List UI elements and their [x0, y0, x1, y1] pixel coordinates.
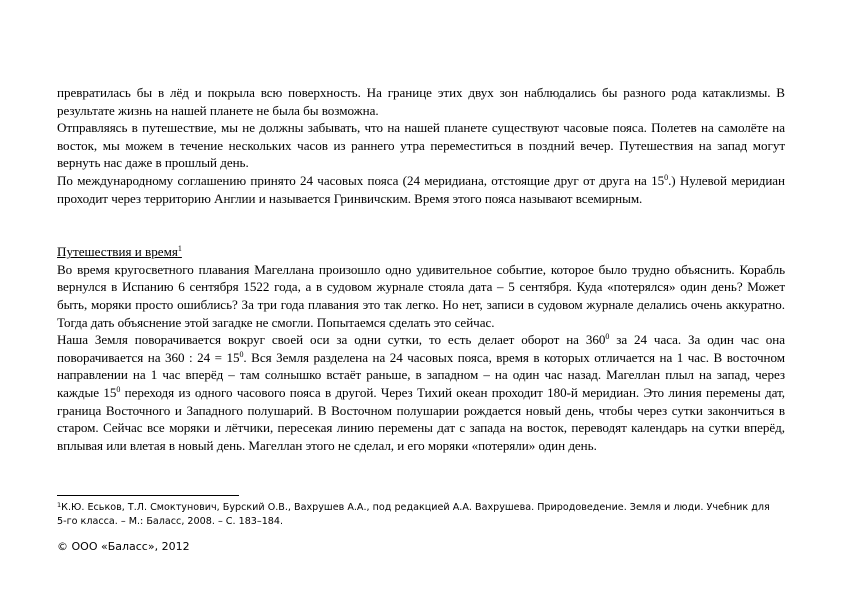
- footnote: [57, 501, 777, 528]
- degree-superscript: 0: [664, 172, 669, 182]
- degree-superscript: 0: [605, 332, 610, 342]
- paragraph-glaciation: [57, 84, 785, 119]
- paragraph-magellan: [57, 261, 785, 331]
- paragraph-text: .) Нулевой меридиан проходит через территорию Англии и называется Гринвичским. Время этого пояса называют всемирным.: [57, 172, 785, 206]
- footnote-text: К.Ю. Еськов, Т.Л. Смоктунович, Бурский О.В., Вахрушев А.А., под редакцией А.А. Вахрушева. Природоведение. Земля и люди. Учебник для 5-го класса. – М.: Баласс, 2008. – С. 183–184.: [57, 502, 770, 527]
- paragraph-text: переходя из одного часового пояса в другой. Через Тихий океан проходит 180-й меридиан. Это линия перемены дат, граница Восточного и Западного полушарий. В Восточном полушарии рождается новый день, чтобы через сутки закончиться в старом. Сейчас все моряки и лётчики, пересекая линию перемены дат с запада на восток, переводят календарь на сутки вперёд, вплывая или влетая в новый день. Магеллан этого не сделал, и его моряки «потеряли» один день.: [57, 384, 785, 453]
- paragraph-text: Отправляясь в путешествие, мы не должны забывать, что на нашей планете существуют часовые пояса. Полетев на самолёте на восток, мы можем в течение нескольких часов из раннего утра переместиться в поздний вечер. Путешествия на запад могут вернуть нас даже в прошлый день.: [57, 120, 785, 171]
- section-heading: [57, 243, 785, 261]
- section-heading-text: Путешествия и время: [57, 244, 178, 260]
- paragraph-earth-rotation: [57, 331, 785, 454]
- degree-superscript: 0: [116, 384, 121, 394]
- paragraph-time-zones: [57, 119, 785, 172]
- paragraph-text: Наша Земля поворачивается вокруг своей оси за одни сутки, то есть делает оборот на 360: [57, 332, 606, 348]
- copyright-notice: © ООО «Баласс», 2012: [57, 540, 190, 553]
- document-body: [57, 84, 785, 454]
- paragraph-text: По международному соглашению принято 24 часовых пояса (24 меридиана, отстоящие друг от друга на 15: [57, 172, 665, 188]
- paragraph-greenwich: [57, 172, 785, 207]
- footnote-marker: 1: [57, 501, 62, 509]
- footnote-divider: [57, 495, 239, 496]
- degree-superscript: 0: [239, 349, 244, 359]
- paragraph-text: за 24 часа. За один час она поворачивается на 360 : 24 = 15: [57, 332, 785, 365]
- paragraph-text: Во время кругосветного плавания Магеллана произошло одно удивительное событие, которое было трудно объяснить. Корабль вернулся в Испанию 6 сентября 1522 года, а в судовом журнале стояла дата – 5 сентября. Куда «потерялся» один день? Может быть, моряки просто ошиблись? За три года плавания это так легко. Но нет, записи в судовом журнале делались очень аккуратно. Тогда дать объяснение этой загадке не смогли. Попытаемся сделать это сейчас.: [57, 261, 785, 330]
- paragraph-text: превратилась бы в лёд и покрыла всю поверхность. На границе этих двух зон наблюдались бы разного рода катаклизмы. В результате жизнь на нашей планете не была бы возможна.: [57, 85, 785, 118]
- paragraph-text: . Вся Земля разделена на 24 часовых пояса, время в которых отличается на 1 час. В восточном направлении на 1 час вперёд – там солнышко встаёт раньше, в западном – на один час назад. Магеллан плыл на запад, через каждые 15: [57, 349, 785, 400]
- footnote-reference[interactable]: 1: [177, 244, 182, 254]
